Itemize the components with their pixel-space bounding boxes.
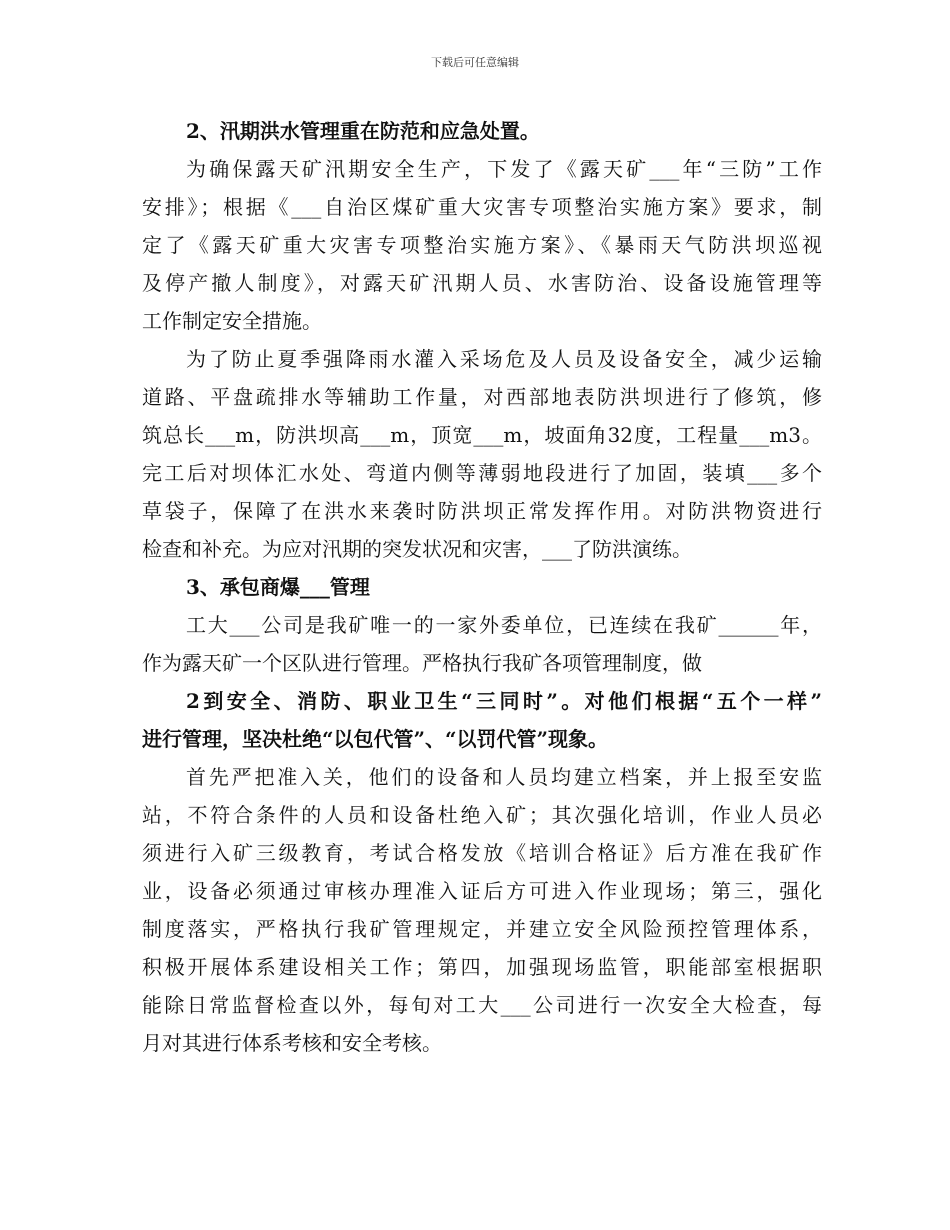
text-line: 3、承包商爆___管理 [186, 575, 370, 599]
text-line: 草袋子，保障了在洪水来袭时防洪坝正常发挥作用。对防洪物资进行 [142, 499, 822, 523]
text-line: 制度落实，严格执行我矿管理规定，并建立安全风险预控管理体系， [142, 917, 822, 941]
text-line: 工作制定安全措施。 [142, 309, 322, 333]
text-line: 月对其进行体系考核和安全考核。 [142, 1031, 442, 1055]
text-line: 作为露天矿一个区队进行管理。严格执行我矿各项管理制度，做 [142, 651, 702, 675]
text-line: 业，设备必须通过审核办理准入证后方可进入作业现场；第三，强化 [142, 879, 822, 903]
text-line: 工大___公司是我矿唯一的一家外委单位，已连续在我矿______年， [186, 613, 822, 637]
text-line: 完工后对坝体汇水处、弯道内侧等薄弱地段进行了加固，装填___多个 [142, 461, 822, 485]
document-body [142, 112, 822, 1062]
text-line: 及停产撤人制度》，对露天矿汛期人员、水害防治、设备设施管理等 [142, 271, 822, 295]
text-line: 筑总长___m，防洪坝高___m，顶宽___m，坡面角32度，工程量___m3。 [142, 423, 822, 447]
text-line: 道路、平盘疏排水等辅助工作量，对西部地表防洪坝进行了修筑，修 [142, 385, 822, 409]
text-line: 能除日常监督检查以外，每旬对工大___公司进行一次安全大检查，每 [142, 993, 822, 1017]
text-line: 首先严把准入关，他们的设备和人员均建立档案，并上报至安监 [186, 765, 822, 789]
text-line: 安排》；根据《___自治区煤矿重大灾害专项整治实施方案》要求，制 [142, 195, 822, 219]
text-line: 为了防止夏季强降雨水灌入采场危及人员及设备安全，减少运输 [186, 347, 822, 371]
page-header: 下载后可任意编辑 [431, 56, 519, 69]
text-line: 定了《露天矿重大灾害专项整治实施方案》、《暴雨天气防洪坝巡视 [142, 233, 822, 257]
text-line: 检查和补充。为应对汛期的突发状况和灾害，___了防洪演练。 [142, 537, 692, 561]
text-line: 积极开展体系建设相关工作；第四，加强现场监管，职能部室根据职 [142, 955, 822, 979]
text-line: 进行管理，坚决杜绝“以包代管”、“以罚代管”现象。 [142, 727, 609, 751]
text-line: 为确保露天矿汛期安全生产，下发了《露天矿___年“三防”工作 [186, 157, 822, 181]
text-line: 2到安全、消防、职业卫生“三同时”。对他们根据“五个一样” [186, 689, 822, 713]
text-line: 2、汛期洪水管理重在防范和应急处置。 [186, 119, 540, 143]
text-line: 须进行入矿三级教育，考试合格发放《培训合格证》后方准在我矿作 [142, 841, 822, 865]
text-line: 站，不符合条件的人员和设备杜绝入矿；其次强化培训，作业人员必 [142, 803, 822, 827]
